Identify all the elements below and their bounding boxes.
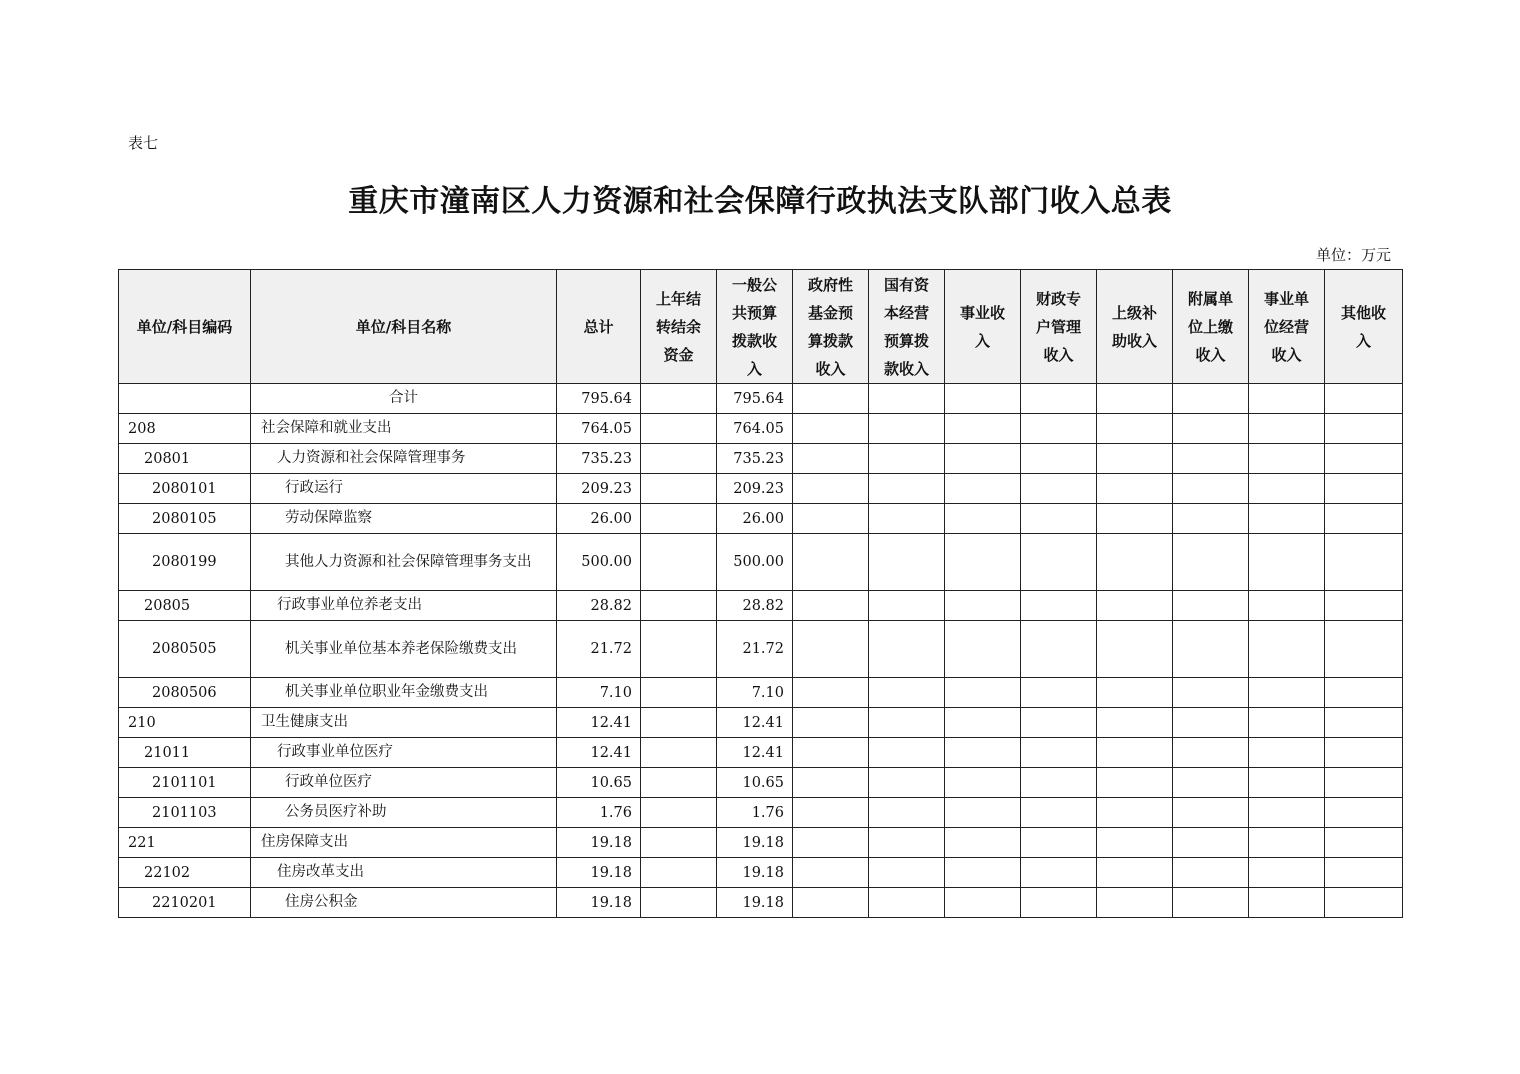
cell-code: 22102 — [119, 858, 251, 888]
cell-other-income — [1325, 678, 1403, 708]
header-gov-fund-text: 政府性基金预算拨款收入 — [807, 275, 853, 378]
cell-total: 12.41 — [557, 708, 641, 738]
cell-superior-subsidy — [1097, 798, 1173, 828]
cell-carryover — [641, 858, 717, 888]
cell-operating-income — [1249, 888, 1325, 918]
cell-affiliated-units — [1173, 678, 1249, 708]
cell-total: 28.82 — [557, 591, 641, 621]
cell-affiliated-units — [1173, 768, 1249, 798]
cell-general-budget: 1.76 — [717, 798, 793, 828]
cell-carryover — [641, 738, 717, 768]
cell-general-budget: 28.82 — [717, 591, 793, 621]
revenue-summary-table — [118, 269, 1403, 918]
cell-carryover — [641, 384, 717, 414]
cell-code: 2080101 — [119, 474, 251, 504]
cell-state-capital — [869, 798, 945, 828]
cell-operating-income — [1249, 708, 1325, 738]
cell-general-budget: 795.64 — [717, 384, 793, 414]
cell-other-income — [1325, 798, 1403, 828]
table-row — [119, 534, 1403, 591]
cell-state-capital — [869, 591, 945, 621]
cell-business-income — [945, 828, 1021, 858]
cell-affiliated-units — [1173, 828, 1249, 858]
cell-other-income — [1325, 474, 1403, 504]
table-header — [119, 270, 1403, 384]
cell-gov-fund — [793, 828, 869, 858]
cell-business-income — [945, 444, 1021, 474]
cell-other-income — [1325, 384, 1403, 414]
cell-other-income — [1325, 621, 1403, 678]
cell-superior-subsidy — [1097, 708, 1173, 738]
cell-fiscal-account — [1021, 621, 1097, 678]
cell-state-capital — [869, 534, 945, 591]
cell-total: 21.72 — [557, 621, 641, 678]
cell-fiscal-account — [1021, 534, 1097, 591]
cell-operating-income — [1249, 474, 1325, 504]
cell-state-capital — [869, 414, 945, 444]
cell-business-income — [945, 621, 1021, 678]
cell-name: 机关事业单位职业年金缴费支出 — [251, 678, 557, 708]
cell-business-income — [945, 798, 1021, 828]
cell-carryover — [641, 828, 717, 858]
header-carryover — [641, 270, 717, 384]
cell-business-income — [945, 678, 1021, 708]
header-affiliated-units — [1173, 270, 1249, 384]
cell-gov-fund — [793, 534, 869, 591]
cell-state-capital — [869, 678, 945, 708]
cell-fiscal-account — [1021, 738, 1097, 768]
cell-code: 2101101 — [119, 768, 251, 798]
cell-other-income — [1325, 768, 1403, 798]
cell-name: 卫生健康支出 — [251, 708, 557, 738]
cell-total: 764.05 — [557, 414, 641, 444]
cell-fiscal-account — [1021, 414, 1097, 444]
cell-affiliated-units — [1173, 708, 1249, 738]
cell-name: 公务员医疗补助 — [251, 798, 557, 828]
cell-state-capital — [869, 621, 945, 678]
header-fiscal-account-text: 财政专户管理收入 — [1035, 289, 1081, 364]
cell-state-capital — [869, 504, 945, 534]
cell-affiliated-units — [1173, 798, 1249, 828]
cell-affiliated-units — [1173, 858, 1249, 888]
cell-name: 劳动保障监察 — [251, 504, 557, 534]
cell-name: 住房保障支出 — [251, 828, 557, 858]
cell-fiscal-account — [1021, 384, 1097, 414]
cell-code: 2080199 — [119, 534, 251, 591]
cell-total: 7.10 — [557, 678, 641, 708]
header-operating-income-text: 事业单位经营收入 — [1263, 289, 1309, 364]
cell-other-income — [1325, 738, 1403, 768]
cell-state-capital — [869, 888, 945, 918]
cell-operating-income — [1249, 504, 1325, 534]
table-row — [119, 621, 1403, 678]
cell-operating-income — [1249, 678, 1325, 708]
cell-affiliated-units — [1173, 384, 1249, 414]
header-fiscal-account — [1021, 270, 1097, 384]
cell-carryover — [641, 591, 717, 621]
cell-general-budget: 500.00 — [717, 534, 793, 591]
cell-operating-income — [1249, 768, 1325, 798]
cell-state-capital — [869, 828, 945, 858]
cell-superior-subsidy — [1097, 414, 1173, 444]
table-row — [119, 591, 1403, 621]
cell-operating-income — [1249, 621, 1325, 678]
cell-state-capital — [869, 768, 945, 798]
table-row — [119, 414, 1403, 444]
cell-code — [119, 384, 251, 414]
cell-total: 19.18 — [557, 858, 641, 888]
cell-state-capital — [869, 474, 945, 504]
cell-gov-fund — [793, 768, 869, 798]
cell-general-budget: 209.23 — [717, 474, 793, 504]
cell-carryover — [641, 798, 717, 828]
cell-code: 210 — [119, 708, 251, 738]
cell-state-capital — [869, 738, 945, 768]
cell-business-income — [945, 858, 1021, 888]
cell-other-income — [1325, 414, 1403, 444]
cell-superior-subsidy — [1097, 738, 1173, 768]
cell-state-capital — [869, 444, 945, 474]
cell-code: 221 — [119, 828, 251, 858]
cell-carryover — [641, 474, 717, 504]
cell-total: 19.18 — [557, 888, 641, 918]
header-total: 总计 — [557, 270, 641, 384]
cell-name: 行政单位医疗 — [251, 768, 557, 798]
cell-business-income — [945, 414, 1021, 444]
cell-code: 2210201 — [119, 888, 251, 918]
cell-business-income — [945, 384, 1021, 414]
cell-business-income — [945, 708, 1021, 738]
cell-gov-fund — [793, 738, 869, 768]
cell-carryover — [641, 414, 717, 444]
cell-general-budget: 10.65 — [717, 768, 793, 798]
cell-superior-subsidy — [1097, 621, 1173, 678]
header-name: 单位/科目名称 — [251, 270, 557, 384]
cell-affiliated-units — [1173, 444, 1249, 474]
cell-gov-fund — [793, 678, 869, 708]
cell-fiscal-account — [1021, 591, 1097, 621]
unit-label: 单位：万元 — [1315, 246, 1391, 264]
cell-total: 209.23 — [557, 474, 641, 504]
cell-affiliated-units — [1173, 414, 1249, 444]
cell-carryover — [641, 504, 717, 534]
header-state-capital — [869, 270, 945, 384]
cell-fiscal-account — [1021, 858, 1097, 888]
table-number-label: 表七 — [128, 134, 159, 152]
table-row — [119, 384, 1403, 414]
cell-superior-subsidy — [1097, 678, 1173, 708]
cell-name: 行政事业单位医疗 — [251, 738, 557, 768]
header-other-income — [1325, 270, 1403, 384]
table-row — [119, 888, 1403, 918]
cell-total: 12.41 — [557, 738, 641, 768]
cell-code: 2080506 — [119, 678, 251, 708]
cell-gov-fund — [793, 384, 869, 414]
table-row — [119, 474, 1403, 504]
cell-general-budget: 21.72 — [717, 621, 793, 678]
cell-business-income — [945, 768, 1021, 798]
cell-operating-income — [1249, 534, 1325, 591]
table-row — [119, 768, 1403, 798]
cell-total: 19.18 — [557, 828, 641, 858]
cell-fiscal-account — [1021, 768, 1097, 798]
cell-operating-income — [1249, 444, 1325, 474]
cell-name: 其他人力资源和社会保障管理事务支出 — [251, 534, 557, 591]
cell-superior-subsidy — [1097, 591, 1173, 621]
cell-gov-fund — [793, 444, 869, 474]
cell-superior-subsidy — [1097, 384, 1173, 414]
table-row — [119, 708, 1403, 738]
cell-other-income — [1325, 708, 1403, 738]
cell-name: 住房公积金 — [251, 888, 557, 918]
cell-gov-fund — [793, 888, 869, 918]
cell-carryover — [641, 534, 717, 591]
cell-general-budget: 19.18 — [717, 858, 793, 888]
header-business-income-text: 事业收入 — [959, 303, 1005, 350]
cell-code: 21011 — [119, 738, 251, 768]
cell-fiscal-account — [1021, 678, 1097, 708]
cell-fiscal-account — [1021, 444, 1097, 474]
cell-other-income — [1325, 858, 1403, 888]
cell-name: 人力资源和社会保障管理事务 — [251, 444, 557, 474]
table-row — [119, 828, 1403, 858]
table-row — [119, 858, 1403, 888]
cell-name: 行政事业单位养老支出 — [251, 591, 557, 621]
cell-superior-subsidy — [1097, 888, 1173, 918]
cell-state-capital — [869, 858, 945, 888]
cell-affiliated-units — [1173, 738, 1249, 768]
table-row — [119, 798, 1403, 828]
cell-total: 26.00 — [557, 504, 641, 534]
cell-state-capital — [869, 384, 945, 414]
cell-operating-income — [1249, 828, 1325, 858]
cell-other-income — [1325, 828, 1403, 858]
table-row — [119, 678, 1403, 708]
cell-total: 10.65 — [557, 768, 641, 798]
cell-affiliated-units — [1173, 621, 1249, 678]
cell-other-income — [1325, 888, 1403, 918]
cell-fiscal-account — [1021, 798, 1097, 828]
header-business-income — [945, 270, 1021, 384]
cell-operating-income — [1249, 798, 1325, 828]
cell-general-budget: 7.10 — [717, 678, 793, 708]
cell-general-budget: 26.00 — [717, 504, 793, 534]
cell-code: 208 — [119, 414, 251, 444]
header-other-income-text: 其他收入 — [1340, 303, 1386, 350]
cell-carryover — [641, 708, 717, 738]
table-row — [119, 444, 1403, 474]
cell-name: 行政运行 — [251, 474, 557, 504]
cell-superior-subsidy — [1097, 858, 1173, 888]
cell-affiliated-units — [1173, 474, 1249, 504]
table-row — [119, 738, 1403, 768]
cell-total: 1.76 — [557, 798, 641, 828]
cell-business-income — [945, 888, 1021, 918]
header-superior-subsidy — [1097, 270, 1173, 384]
table-body — [119, 384, 1403, 918]
cell-superior-subsidy — [1097, 504, 1173, 534]
cell-superior-subsidy — [1097, 474, 1173, 504]
cell-gov-fund — [793, 504, 869, 534]
cell-business-income — [945, 738, 1021, 768]
cell-fiscal-account — [1021, 888, 1097, 918]
cell-code: 20805 — [119, 591, 251, 621]
cell-carryover — [641, 678, 717, 708]
cell-carryover — [641, 888, 717, 918]
cell-code: 20801 — [119, 444, 251, 474]
header-operating-income — [1249, 270, 1325, 384]
cell-fiscal-account — [1021, 504, 1097, 534]
cell-name: 机关事业单位基本养老保险缴费支出 — [251, 621, 557, 678]
cell-name: 合计 — [251, 384, 557, 414]
cell-fiscal-account — [1021, 828, 1097, 858]
cell-general-budget: 19.18 — [717, 888, 793, 918]
cell-affiliated-units — [1173, 534, 1249, 591]
cell-other-income — [1325, 444, 1403, 474]
cell-code: 2080105 — [119, 504, 251, 534]
cell-state-capital — [869, 708, 945, 738]
cell-gov-fund — [793, 708, 869, 738]
cell-superior-subsidy — [1097, 444, 1173, 474]
cell-gov-fund — [793, 591, 869, 621]
cell-gov-fund — [793, 798, 869, 828]
cell-affiliated-units — [1173, 504, 1249, 534]
cell-total: 500.00 — [557, 534, 641, 591]
cell-operating-income — [1249, 738, 1325, 768]
cell-gov-fund — [793, 474, 869, 504]
cell-fiscal-account — [1021, 708, 1097, 738]
cell-superior-subsidy — [1097, 768, 1173, 798]
header-state-capital-text: 国有资本经营预算拨款收入 — [883, 275, 929, 378]
cell-business-income — [945, 504, 1021, 534]
cell-operating-income — [1249, 858, 1325, 888]
header-affiliated-units-text: 附属单位上缴收入 — [1187, 289, 1233, 364]
cell-carryover — [641, 768, 717, 798]
cell-carryover — [641, 621, 717, 678]
cell-gov-fund — [793, 858, 869, 888]
cell-name: 社会保障和就业支出 — [251, 414, 557, 444]
cell-business-income — [945, 474, 1021, 504]
page-title: 重庆市潼南区人力资源和社会保障行政执法支队部门收入总表 — [348, 184, 1172, 219]
header-carryover-text: 上年结转结余资金 — [655, 289, 701, 364]
cell-general-budget: 12.41 — [717, 708, 793, 738]
header-row — [119, 270, 1403, 384]
header-gov-fund — [793, 270, 869, 384]
cell-affiliated-units — [1173, 888, 1249, 918]
cell-affiliated-units — [1173, 591, 1249, 621]
cell-fiscal-account — [1021, 474, 1097, 504]
cell-operating-income — [1249, 384, 1325, 414]
cell-business-income — [945, 534, 1021, 591]
cell-general-budget: 12.41 — [717, 738, 793, 768]
cell-name: 住房改革支出 — [251, 858, 557, 888]
cell-code: 2101103 — [119, 798, 251, 828]
header-code: 单位/科目编码 — [119, 270, 251, 384]
cell-other-income — [1325, 591, 1403, 621]
cell-business-income — [945, 591, 1021, 621]
header-general-budget-text: 一般公共预算拨款收入 — [731, 275, 777, 378]
cell-operating-income — [1249, 591, 1325, 621]
header-general-budget — [717, 270, 793, 384]
cell-other-income — [1325, 534, 1403, 591]
cell-gov-fund — [793, 414, 869, 444]
cell-general-budget: 735.23 — [717, 444, 793, 474]
header-superior-subsidy-text: 上级补助收入 — [1111, 303, 1157, 350]
cell-other-income — [1325, 504, 1403, 534]
cell-gov-fund — [793, 621, 869, 678]
cell-operating-income — [1249, 414, 1325, 444]
cell-carryover — [641, 444, 717, 474]
cell-general-budget: 19.18 — [717, 828, 793, 858]
cell-superior-subsidy — [1097, 828, 1173, 858]
cell-code: 2080505 — [119, 621, 251, 678]
cell-superior-subsidy — [1097, 534, 1173, 591]
cell-total: 735.23 — [557, 444, 641, 474]
cell-total: 795.64 — [557, 384, 641, 414]
cell-general-budget: 764.05 — [717, 414, 793, 444]
table-row — [119, 504, 1403, 534]
